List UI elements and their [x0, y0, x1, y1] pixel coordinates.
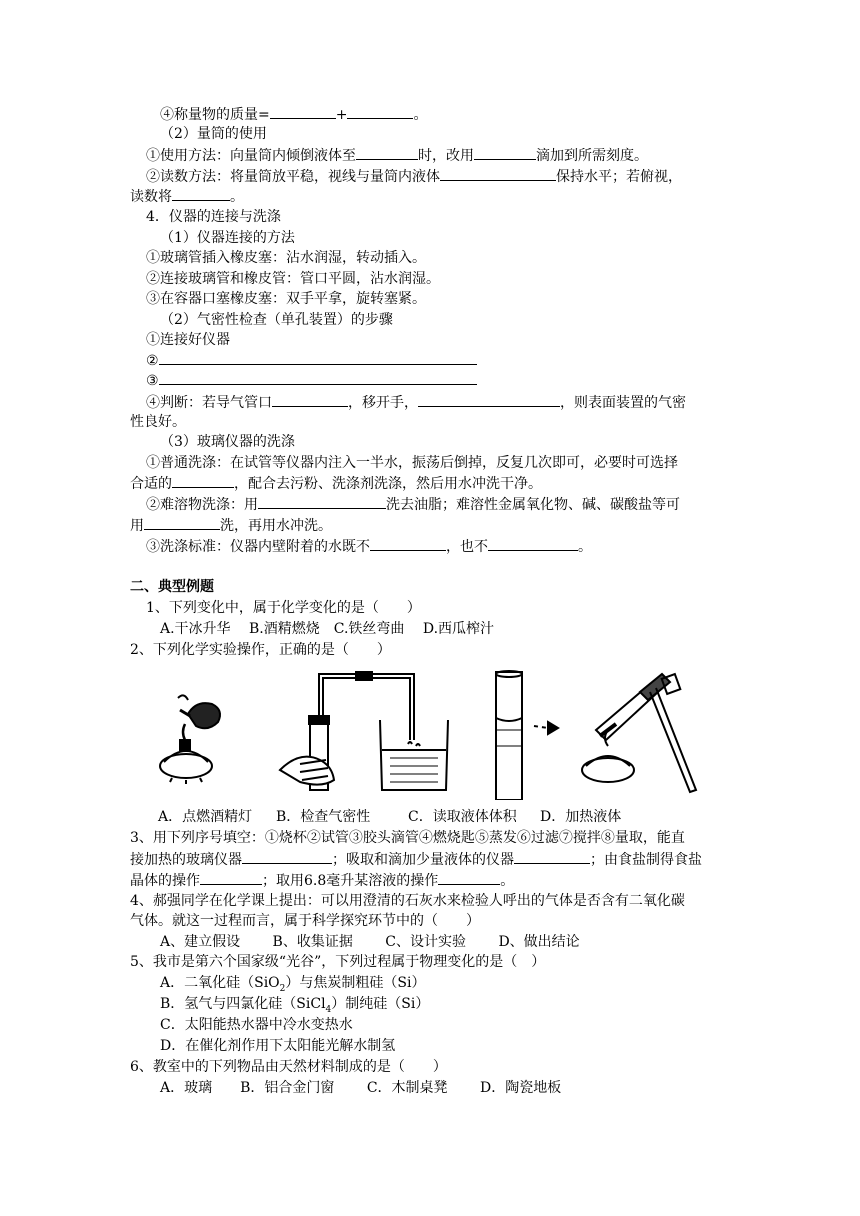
text: 保持水平；若俯视，: [556, 169, 682, 185]
blank: [258, 494, 386, 509]
text: ；由食盐制得食盐: [590, 852, 702, 868]
text: ③洗涤标准：仪器内壁附着的水既不: [146, 539, 370, 555]
text: 用: [130, 518, 144, 534]
text: ；吸取和滴加少量液体的仪器: [332, 852, 514, 868]
text-line: ①普通洗涤：在试管等仪器内注入一半水，振荡后倒掉，反复几次即可，必要时可选择: [146, 455, 678, 471]
question-3: 3、用下列序号填空：①烧杯②试管③胶头滴管④燃烧匙⑤蒸发⑥过滤⑦搅拌⑧量取，能直: [130, 830, 685, 846]
text: 洗，再用水冲洗。: [220, 518, 332, 534]
blank: [144, 515, 220, 530]
subscript: 4: [325, 1004, 332, 1015]
blank: [474, 145, 536, 160]
subheading: （2）量筒的使用: [160, 126, 267, 142]
subheading: （1）仪器连接的方法: [160, 230, 295, 246]
caption-c: C．读取液体体积: [408, 809, 517, 825]
text-line: ①连接好仪器: [146, 332, 230, 348]
blank: [514, 849, 590, 864]
blank: [440, 166, 556, 181]
blank: [356, 145, 418, 160]
blank: [159, 370, 477, 385]
usage-method-line: [146, 145, 648, 166]
judge-line: [146, 392, 686, 413]
text: ）与焦炭制粗硅（Si）: [285, 975, 426, 991]
question-1-options: A.干冰升华 B.酒精燃烧 C.铁丝弯曲 D.西瓜榨汁: [160, 621, 495, 637]
text-line: ①玻璃管插入橡皮塞：沾水润湿，转动插入。: [146, 250, 426, 266]
blank: [242, 849, 332, 864]
question-5: 5、我市是第六个国家级“光谷”，下列过程属于物理变化的是（ ）: [130, 954, 546, 970]
text: ，配合去污粉、洗涤剂洗涤，然后用水冲洗干净。: [234, 476, 542, 492]
blank: [370, 536, 446, 551]
text: 晶体的操作: [130, 873, 200, 889]
question-3-line-3: [130, 870, 514, 891]
text: ③: [146, 373, 159, 389]
blank: [172, 473, 234, 488]
text: 。: [578, 539, 592, 555]
question-2: 2、下列化学实验操作，正确的是（ ）: [130, 642, 391, 658]
text: ，移开手，: [348, 395, 418, 411]
question-1: 1、下列变化中，属于化学变化的是（ ）: [146, 600, 421, 616]
text: 。: [413, 107, 428, 123]
text: ；取用6.8毫升某溶液的操作: [262, 873, 439, 889]
text-line: 性良好。: [130, 414, 186, 430]
text: ④判断：若导气管口: [146, 395, 272, 411]
text: 合适的: [130, 476, 172, 492]
acid-line: [130, 515, 332, 536]
text-line: ③在容器口塞橡皮塞：双手平拿，旋转塞紧。: [146, 291, 426, 307]
text: 。: [500, 873, 515, 889]
text-line: ②连接玻璃管和橡皮管：管口平圆，沾水润湿。: [146, 271, 440, 287]
subscript: 2: [279, 983, 286, 994]
text: 接加热的玻璃仪器: [130, 852, 242, 868]
text: ②难溶物洗涤：用: [146, 497, 258, 513]
text: 时，改用: [418, 148, 474, 164]
question-4-options: A、建立假设 B、收集证据 C、设计实验 D、做出结论: [160, 934, 580, 950]
caption-d: D．加热液体: [540, 809, 622, 825]
question-6: 6、教室中的下列物品由天然材料制成的是（ ）: [130, 1059, 447, 1075]
caption-a: A．点燃酒精灯: [158, 809, 253, 825]
text: 滴加到所需刻度。: [536, 148, 648, 164]
text: ，也不: [446, 539, 488, 555]
lab-operations-figure: [150, 670, 750, 800]
reading-result-line: [130, 186, 244, 207]
alcohol-lamp-icon: [160, 695, 220, 784]
step-3-line: [146, 370, 477, 391]
question-3-line-2: [130, 849, 702, 870]
text: ②读数方法：将量筒放平稳，视线与量筒内液体: [146, 169, 440, 185]
text: A．二氧化硅（SiO: [160, 975, 280, 991]
airtightness-check-icon: [280, 672, 448, 790]
text: ，则表面装置的气密: [560, 395, 686, 411]
question-4-line-2: 气体。就这一过程而言，属于科学探究环节中的（ ）: [130, 913, 480, 929]
text: +: [335, 107, 348, 123]
blank: [200, 870, 262, 885]
blank: [347, 104, 413, 119]
section-heading: 二、典型例题: [130, 579, 214, 595]
blank: [272, 392, 348, 407]
question-5-option-c: C．太阳能热水器中冷水变热水: [160, 1017, 353, 1033]
blank: [418, 392, 560, 407]
question-4: 4、郝强同学在化学课上提出：可以用澄清的石灰水来检验人呼出的气体是否含有二氧化碳: [130, 893, 685, 909]
text: ④称量物的质量=: [160, 107, 270, 123]
text: ）制纯硅（Si）: [331, 996, 430, 1012]
blank: [488, 536, 578, 551]
heating-test-tube-icon: [582, 674, 696, 792]
question-5-option-d: D．在催化剂作用下太阳能光解水制氢: [160, 1038, 396, 1054]
clean-standard-line: [146, 536, 592, 557]
text: 。: [230, 189, 244, 205]
caption-b: B．检查气密性: [276, 809, 371, 825]
blank: [159, 350, 477, 365]
mass-formula-line: [160, 104, 427, 125]
subheading: （2）气密性检查（单孔装置）的步骤: [160, 312, 393, 328]
blank: [270, 104, 336, 119]
text: ②: [146, 353, 159, 369]
subheading: （3）玻璃仪器的洗涤: [160, 434, 295, 450]
blank: [172, 186, 230, 201]
text: B．氢气与四氯化硅（SiCl: [160, 996, 326, 1012]
section-title: 4．仪器的连接与洗涤: [146, 209, 281, 225]
brush-line: [130, 473, 542, 494]
question-6-options: A．玻璃 B．铝合金门窗 C．木制桌凳 D．陶瓷地板: [160, 1080, 562, 1096]
blank: [438, 870, 500, 885]
reading-method-line: [146, 166, 682, 187]
insoluble-line: [146, 494, 680, 515]
text: 读数将: [130, 189, 172, 205]
text: ①使用方法：向量筒内倾倒液体至: [146, 148, 356, 164]
text: 洗去油脂；难溶性金属氧化物、碱、碳酸盐等可: [386, 497, 680, 513]
step-2-line: [146, 350, 477, 371]
measuring-cylinder-icon: [496, 671, 558, 800]
